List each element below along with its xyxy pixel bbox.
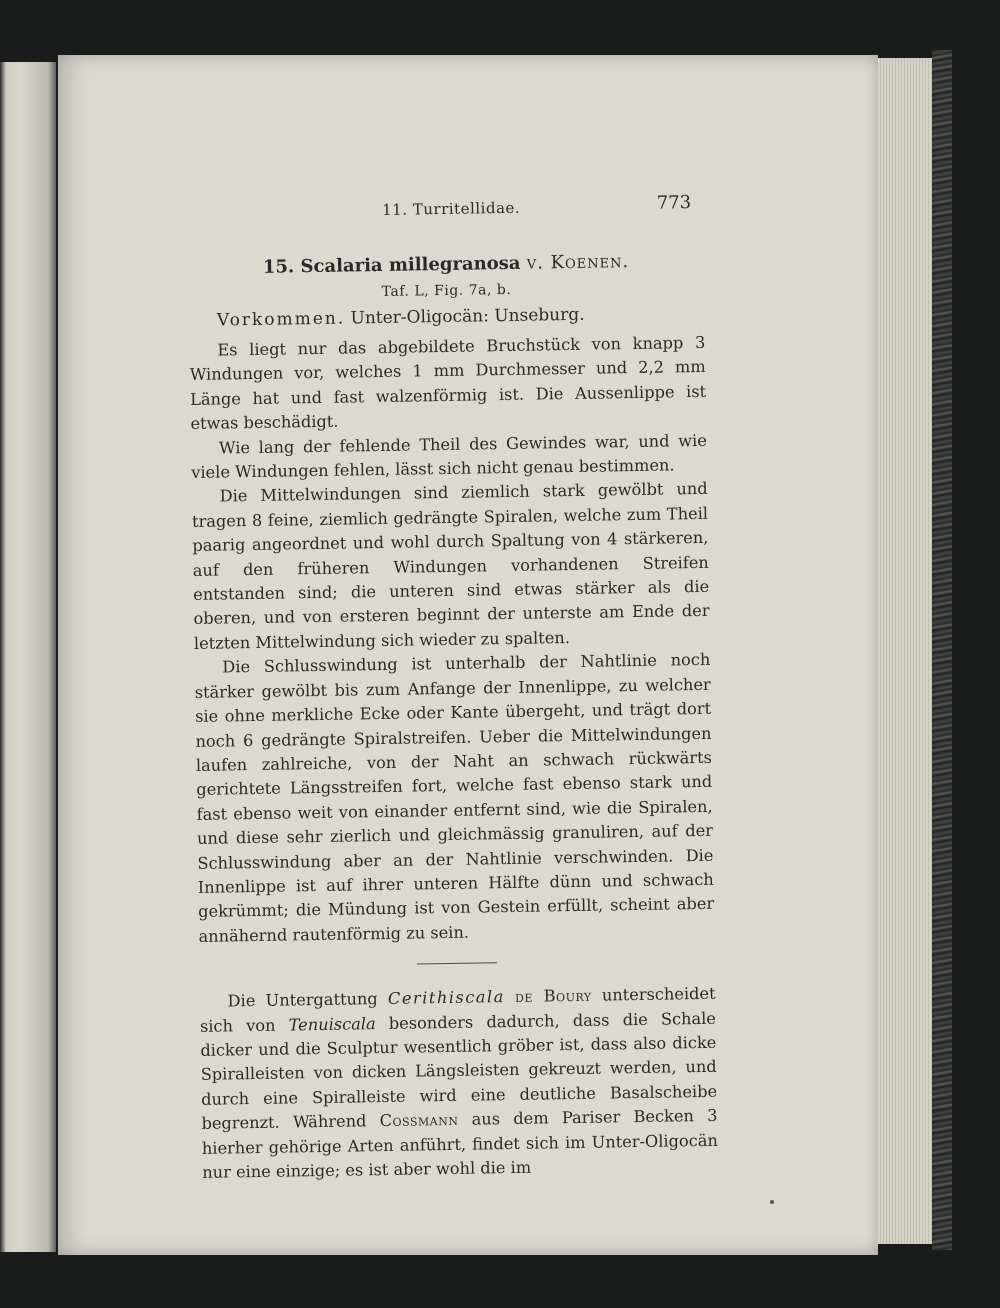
page-speck [770, 1200, 774, 1204]
subgenus-name: Tenuiscala [288, 1013, 376, 1035]
left-page-edge [0, 62, 56, 1252]
page-number: 773 [656, 192, 692, 214]
author-name: Cossmann [379, 1110, 459, 1131]
plate-reference: Taf. L, Fig. 7a, b. [381, 281, 512, 300]
paragraph-1: Es liegt nur das abgebildete Bruchstück von knapp 3 Windungen vor, welches 1 mm Durchmesser und 2,2 mm Länge hat und fast walzenförmig ist. Die Aussenlippe ist etwas beschädigt. [189, 332, 707, 434]
paragraph-3: Die Mittelwindungen sind ziemlich stark gewölbt und tragen 8 feine, ziemlich gedrängte Spiralen, welche zum Theil paarig angeordnet und wohl durch Spaltung von 4 stärkeren, auf den früheren Windungen vorhandenen Streifen entstanden sind; die unteren sind etwas stärker als die oberen, und von ersteren beginnt der unterste am Ende der letzten Mittelwindung sich wieder zu spalten. [191, 479, 710, 653]
running-head-title: 11. Turritellidae. [382, 198, 521, 219]
section-separator [417, 962, 497, 964]
page-edges [872, 58, 934, 1244]
species-name: Scalaria millegranosa [300, 252, 521, 278]
paragraph-2: Wie lang der fehlende Theil des Gewindes war, und wie viele Windungen fehlen, lässt sich nicht genau bestimmen. [191, 430, 707, 482]
genus-name: Cerithiscala [387, 987, 505, 1009]
occurrence-label: Vorkommen. [216, 308, 346, 331]
paragraph-4: Die Schlusswindung ist unterhalb der Nahtlinie noch stärker gewölbt bis zum Anfange der Innenlippe, zu welcher sie ohne merkliche Ecke oder Kante übergeht, und trägt dort noch 6 gedrängte Spiralstreifen. Ueber die Mittelwindungen laufen zahlreiche, von der Naht an schwach rückwärts gerichtete Längsstreifen fort, welche fast ebenso stark und fast ebenso weit von einander entfernt sind, wie die Spiralen, und diese sehr zierlich und gleichmässig granuliren, auf der Schlusswindung aber an der Nahtlinie verschwinden. Die Innenlippe ist auf ihrer unteren Hälfte dünn und schwach gekrümmt; die Mündung ist von Gestein erfüllt, scheint aber annähernd rautenförmig zu sein. [194, 650, 715, 946]
occurrence-text: Unter-Oligocän: Unseburg. [350, 304, 585, 329]
species-author: v. Koenen. [526, 251, 630, 274]
species-number: 15. [262, 256, 295, 278]
description [189, 331, 715, 949]
species-heading [188, 250, 704, 279]
book-cover-edge [932, 50, 952, 1250]
occurrence [189, 303, 705, 331]
paragraph-5: Die Untergattung Cerithiscala de Boury unterscheidet sich von Tenuiscala besonders dadurch, dass die Schale dicker und die Sculptur wesentlich gröber ist, dass also dicke Spiralleisten von dicken Längsleisten gekreuzt werden, und durch eine Spiralleiste wird eine deutliche Basalscheibe begrenzt. Während Cossmann aus dem Pariser Becken 3 hierher gehörige Arten anführt, findet sich im Unter-Oligocän nur eine einzige; es ist aber wohl die im [199, 983, 718, 1182]
author-name: de Boury [514, 985, 592, 1007]
text-block [187, 192, 718, 1185]
